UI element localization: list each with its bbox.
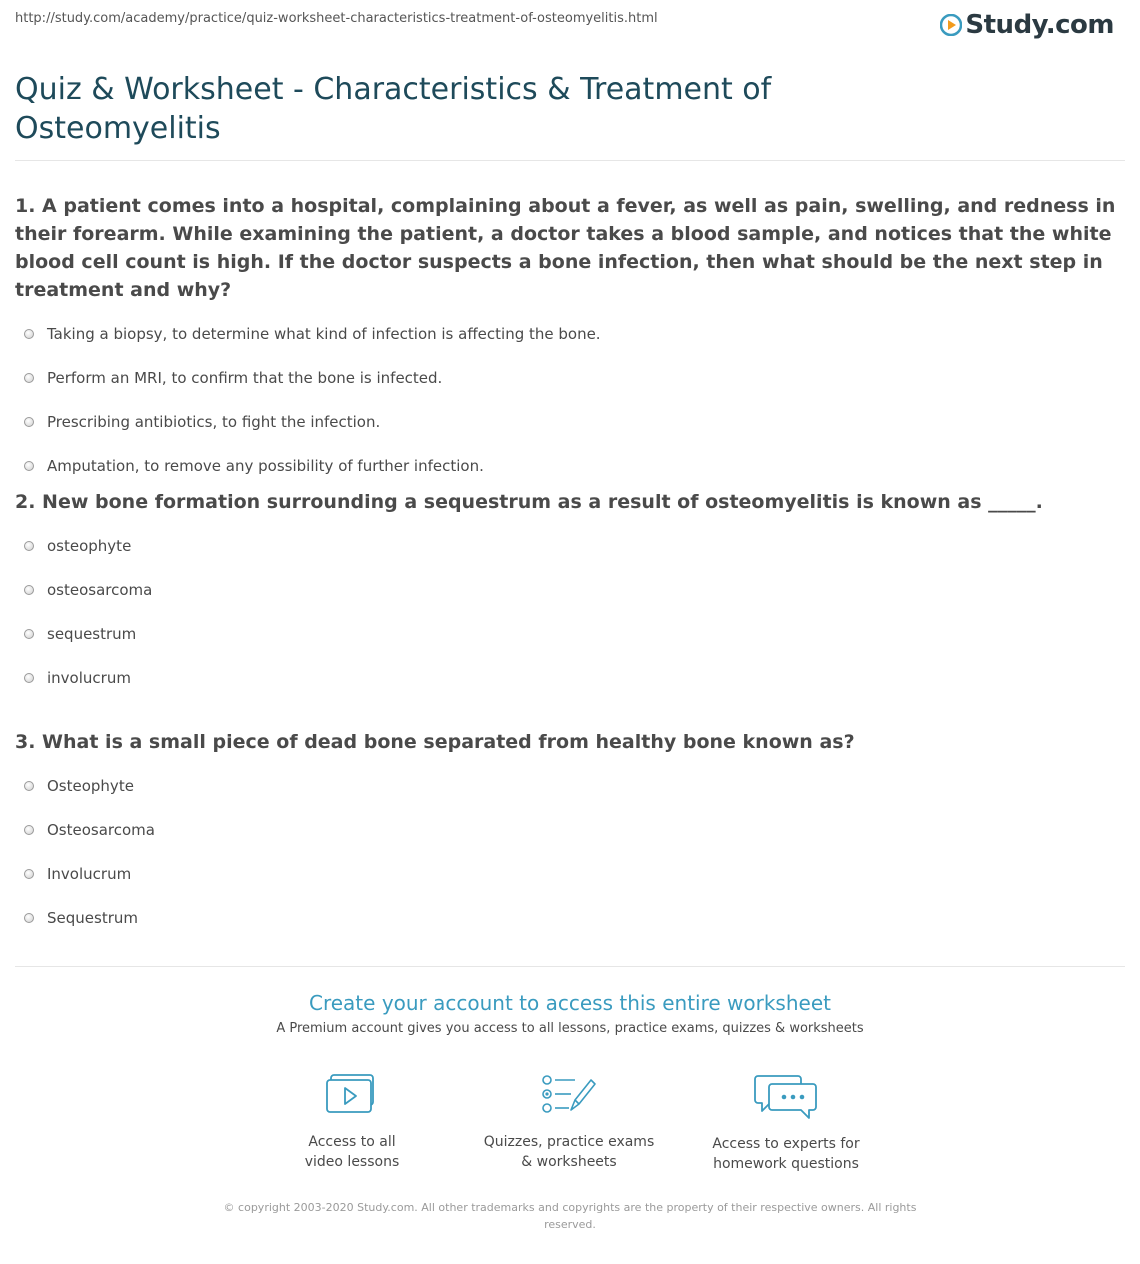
- cta-subtitle: A Premium account gives you access to all lessons, practice exams, quizzes & worksheets: [276, 1021, 864, 1036]
- answer-label: Perform an MRI, to confirm that the bone is infected.: [47, 369, 443, 387]
- radio-button-icon[interactable]: [24, 585, 34, 595]
- play-logo-icon: [940, 14, 962, 36]
- feature-label-line: Quizzes, practice exams: [483, 1134, 655, 1150]
- answer-option[interactable]: [15, 764, 1125, 808]
- page-title: Quiz & Worksheet - Characteristics & Treatment of Osteomyelitis: [15, 72, 772, 146]
- answer-option[interactable]: [15, 356, 1125, 400]
- feature-label: [686, 1134, 886, 1174]
- feature-label-line: & worksheets: [521, 1154, 617, 1170]
- answer-label: involucrum: [47, 669, 131, 687]
- answer-option[interactable]: [15, 808, 1125, 852]
- radio-button-icon[interactable]: [24, 673, 34, 683]
- answer-label: sequestrum: [47, 625, 137, 643]
- feature-label-line: video lessons: [304, 1154, 400, 1170]
- radio-button-icon[interactable]: [24, 329, 34, 339]
- radio-button-icon[interactable]: [24, 541, 34, 551]
- answer-label: Osteophyte: [47, 777, 134, 795]
- video-lessons-icon: [326, 1074, 378, 1118]
- answer-option[interactable]: [15, 400, 1125, 444]
- feature-label: [252, 1132, 452, 1172]
- feature-label: [469, 1132, 669, 1172]
- radio-button-icon[interactable]: [24, 825, 34, 835]
- answer-label: Prescribing antibiotics, to fight the infection.: [47, 413, 381, 431]
- answer-option[interactable]: [15, 656, 1125, 700]
- radio-button-icon[interactable]: [24, 417, 34, 427]
- feature-quizzes: [469, 1074, 669, 1172]
- answer-option[interactable]: [15, 444, 1125, 488]
- feature-label-line: Access to experts for: [712, 1136, 860, 1152]
- create-account-link[interactable]: Create your account to access this entire worksheet: [309, 991, 831, 1015]
- feature-label-line: homework questions: [713, 1156, 859, 1172]
- answer-options: [15, 764, 1125, 940]
- answer-options: [15, 524, 1125, 700]
- question-2: [15, 488, 1125, 700]
- radio-button-icon[interactable]: [24, 913, 34, 923]
- feature-video-lessons: [252, 1074, 452, 1172]
- quiz-checklist-icon: [541, 1074, 597, 1118]
- answer-label: osteophyte: [47, 537, 132, 555]
- copyright-line: reserved.: [544, 1218, 596, 1231]
- copyright-line: © copyright 2003-2020 Study.com. All other trademarks and copyrights are the property of their respective owners. All rights: [223, 1201, 917, 1214]
- answer-label: Involucrum: [47, 865, 132, 883]
- answer-option[interactable]: [15, 896, 1125, 940]
- radio-button-icon[interactable]: [24, 461, 34, 471]
- divider: [15, 966, 1125, 967]
- answer-option[interactable]: [15, 568, 1125, 612]
- answer-label: Taking a biopsy, to determine what kind of infection is affecting the bone.: [47, 325, 601, 343]
- feature-experts: [686, 1074, 886, 1174]
- question-text: 2. New bone formation surrounding a sequestrum as a result of osteomyelitis is known as _____.: [15, 491, 1043, 513]
- feature-label-line: Access to all: [308, 1134, 396, 1150]
- question-text: 3. What is a small piece of dead bone separated from healthy bone known as?: [15, 731, 855, 753]
- answer-option[interactable]: [15, 312, 1125, 356]
- answer-option[interactable]: [15, 612, 1125, 656]
- signup-cta: [0, 989, 1140, 1036]
- answer-label: Amputation, to remove any possibility of further infection.: [47, 457, 484, 475]
- logo-wordmark: Study.com: [965, 10, 1114, 40]
- answer-label: osteosarcoma: [47, 581, 153, 599]
- chat-bubbles-icon: [754, 1074, 818, 1120]
- question-text: 1. A patient comes into a hospital, complaining about a fever, as well as pain, swelling, and redness in their forearm. While examining the patient, a doctor takes a blood sample, and notices that the white blood cell count is high. If the doctor suspects a bone infection, then what should be the next step in treatment and why?: [15, 195, 1116, 301]
- study-logo[interactable]: [940, 8, 1114, 42]
- divider: [15, 160, 1125, 161]
- answer-options: [15, 312, 1125, 488]
- answer-option[interactable]: [15, 524, 1125, 568]
- answer-label: Sequestrum: [47, 909, 138, 927]
- question-1: [15, 192, 1125, 488]
- radio-button-icon[interactable]: [24, 781, 34, 791]
- page-url: http://study.com/academy/practice/quiz-worksheet-characteristics-treatment-of-osteomyelitis.html: [15, 11, 658, 26]
- question-3: [15, 728, 1125, 940]
- answer-label: Osteosarcoma: [47, 821, 155, 839]
- radio-button-icon[interactable]: [24, 373, 34, 383]
- radio-button-icon[interactable]: [24, 629, 34, 639]
- copyright-notice: [210, 1199, 930, 1233]
- answer-option[interactable]: [15, 852, 1125, 896]
- radio-button-icon[interactable]: [24, 869, 34, 879]
